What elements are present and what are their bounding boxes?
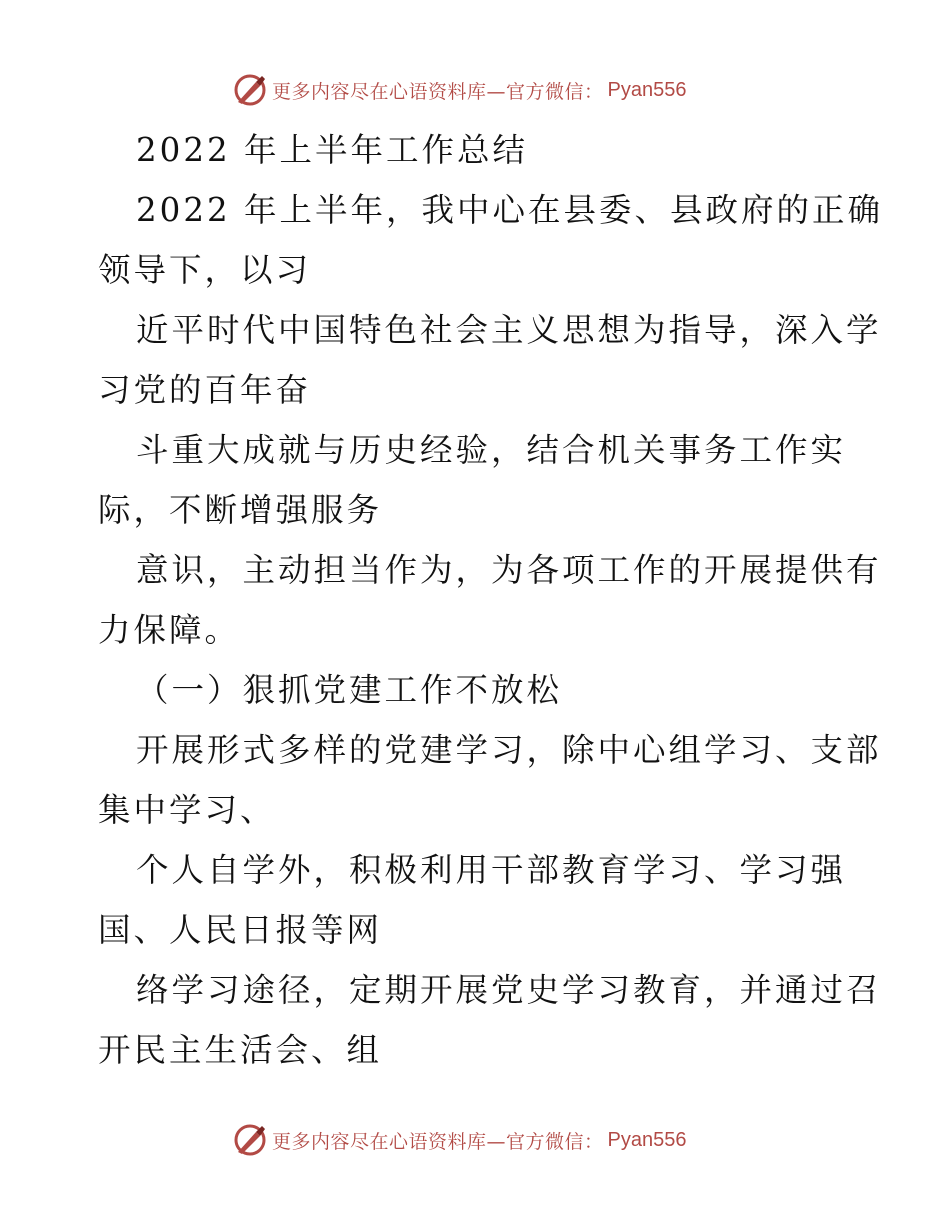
pen-logo-icon bbox=[232, 72, 268, 108]
section-heading: （一）狠抓党建工作不放松 bbox=[136, 671, 563, 709]
doc-line: 领导下，以习 bbox=[98, 251, 312, 289]
watermark-title: 更多内容尽在心语资料库 bbox=[272, 1130, 487, 1153]
doc-line: 近平时代中国特色社会主义思想为指导，深入学 bbox=[136, 311, 882, 349]
footer-watermark bbox=[232, 1120, 687, 1160]
watermark-title: 更多内容尽在心语资料库 bbox=[272, 80, 487, 103]
doc-line: 力保障。 bbox=[98, 611, 241, 649]
pen-logo-icon bbox=[232, 1122, 268, 1158]
watermark-wechat-label: —官方微信： bbox=[486, 1130, 604, 1153]
doc-line: 意识，主动担当作为，为各项工作的开展提供有 bbox=[136, 551, 882, 589]
doc-title: 2022 年上半年工作总结 bbox=[136, 131, 529, 169]
doc-line: 络学习途径，定期开展党史学习教育，并通过召 bbox=[136, 971, 882, 1009]
watermark-wechat-id: Pyan556 bbox=[607, 78, 687, 101]
doc-line: 开展形式多样的党建学习，除中心组学习、支部 bbox=[136, 731, 882, 769]
watermark-wechat-id: Pyan556 bbox=[607, 1128, 687, 1151]
header-watermark bbox=[232, 70, 687, 110]
doc-line: 2022 年上半年，我中心在县委、县政府的正确 bbox=[136, 191, 884, 229]
doc-line: 斗重大成就与历史经验，结合机关事务工作实 bbox=[136, 431, 847, 469]
doc-line: 开民主生活会、组 bbox=[98, 1031, 383, 1069]
doc-line: 习党的百年奋 bbox=[98, 371, 312, 409]
document-body bbox=[98, 120, 884, 1080]
watermark-wechat-label: —官方微信： bbox=[486, 80, 604, 103]
doc-line: 集中学习、 bbox=[98, 791, 276, 829]
doc-line: 国、人民日报等网 bbox=[98, 911, 383, 949]
doc-line: 际，不断增强服务 bbox=[98, 491, 383, 529]
doc-line: 个人自学外，积极利用干部教育学习、学习强 bbox=[136, 851, 847, 889]
